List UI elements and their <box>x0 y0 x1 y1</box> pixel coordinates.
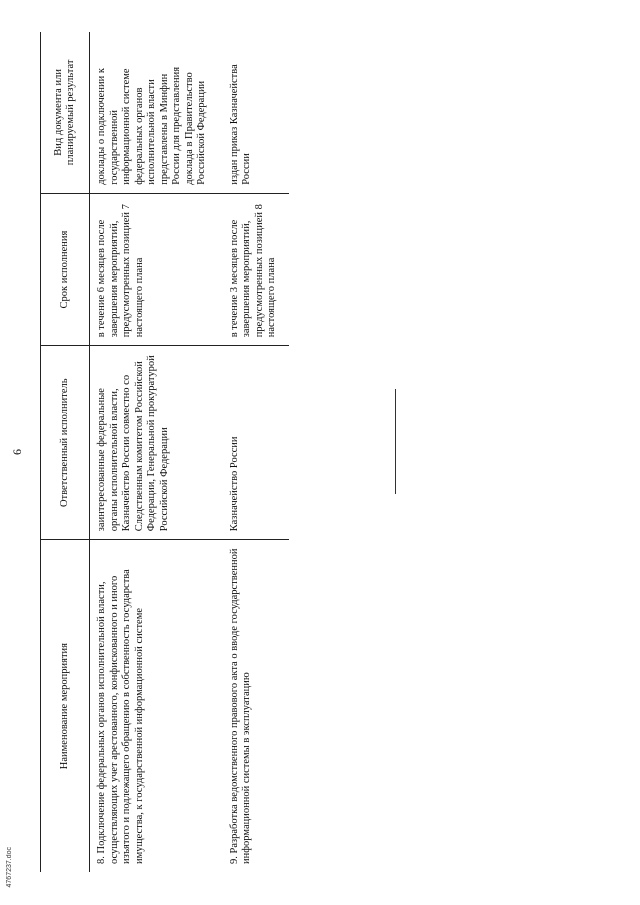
row-activity: 8. Подключение федеральных органов исполнительной власти, осуществляющих учет арестованного, конфискованного и иного изъятого и подлежащего обращению в собственность государства имущества, к государственной информационной системе <box>96 569 145 864</box>
row-deadline: в течение 3 месяцев после завершения мероприятий, предусмотренных позицией 8 настоящего плана <box>219 193 289 346</box>
rotated-page <box>0 32 640 872</box>
header-result: Вид документа или планируемый результат <box>41 32 90 193</box>
page-number: 6 <box>10 449 24 455</box>
file-code: 4767237.doc <box>6 846 13 887</box>
row-result: доклады о подключении к государственной информационной системе федеральных органов исполнительной власти представлены в Минфин России для представления доклада в Правительство Российской Федерации <box>90 32 219 193</box>
row-activity: 9. Разработка ведомственного правового акта о вводе государственной информационной системы в эксплуатацию <box>228 548 252 864</box>
row-deadline: в течение 6 месяцев после завершения мероприятий, предусмотренных позицией 7 настоящего плана <box>90 193 219 346</box>
row-result: издан приказ Казначейства России <box>219 32 289 193</box>
header-activity: Наименование мероприятия <box>41 540 90 872</box>
row-executor: Казначейство России <box>219 346 289 540</box>
action-plan-table <box>40 32 289 872</box>
table-row <box>90 32 219 872</box>
row-executor: заинтересованные федеральные органы исполнительной власти, Казначейство России совместно со Следственным комитетом Российской Федерации, Генеральной прокуратурой Российской Федерации <box>90 346 219 540</box>
header-executor: Ответственный исполнитель <box>41 346 90 540</box>
table-header-row <box>41 32 90 872</box>
table-row <box>219 32 289 872</box>
header-deadline: Срок исполнения <box>41 193 90 346</box>
end-divider <box>395 389 396 494</box>
